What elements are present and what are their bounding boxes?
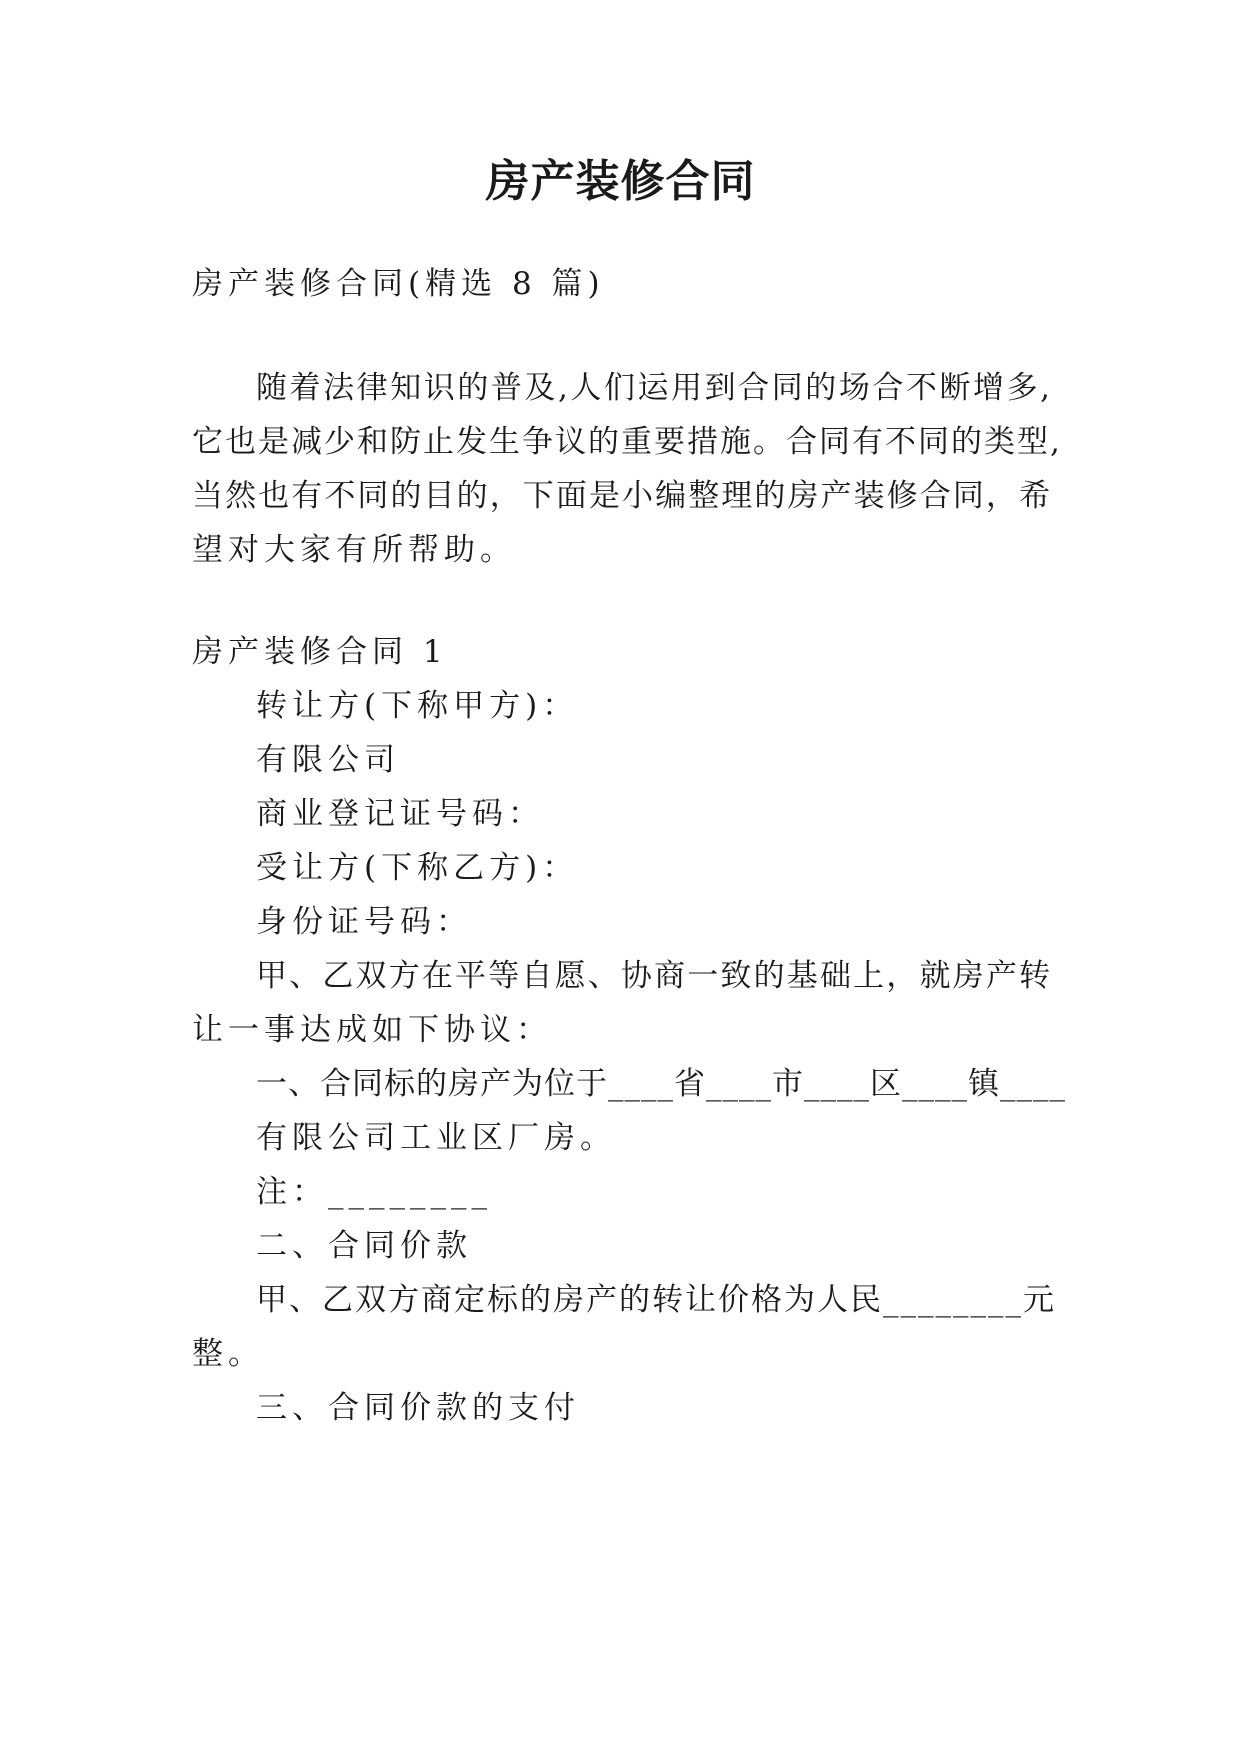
clause2-line-2: 整。 [192,1336,264,1372]
agreement-line-1: 甲、乙双方在平等自愿、协商一致的基础上，就房产转 [256,958,1052,994]
clause3-heading: 三、合同价款的支付 [256,1390,580,1426]
note-line: 注：________ [256,1174,492,1210]
id-number-line: 身份证号码： [256,904,472,940]
clause2-heading: 二、合同价款 [256,1228,472,1264]
document-subtitle: 房产装修合同(精选 8 篇) [192,266,605,302]
intro-line-4: 望对大家有所帮助。 [192,532,516,568]
intro-line-3: 当然也有不同的目的，下面是小编整理的房产装修合同，希 [192,478,1052,514]
agreement-line-2: 让一事达成如下协议： [192,1012,552,1048]
intro-line-1: 随着法律知识的普及,人们运用到合同的场合不断增多, [256,370,1052,406]
company-line: 有限公司 [256,742,400,778]
transferor-line: 转让方(下称甲方)： [256,688,579,724]
transferee-line: 受让方(下称乙方)： [256,850,579,886]
intro-line-2: 它也是减少和防止发生争议的重要措施。合同有不同的类型, [192,424,1062,460]
clause1-line-1: 一、合同标的房产为位于____省____市____区____镇____ [256,1066,1066,1102]
section-heading: 房产装修合同 1 [192,634,448,670]
document-title: 房产装修合同 [485,156,756,207]
clause1-line-2: 有限公司工业区厂房。 [256,1120,616,1156]
business-reg-line: 商业登记证号码： [256,796,544,832]
clause2-line-1: 甲、乙双方商定标的房产的转让价格为人民________元 [256,1282,1056,1318]
